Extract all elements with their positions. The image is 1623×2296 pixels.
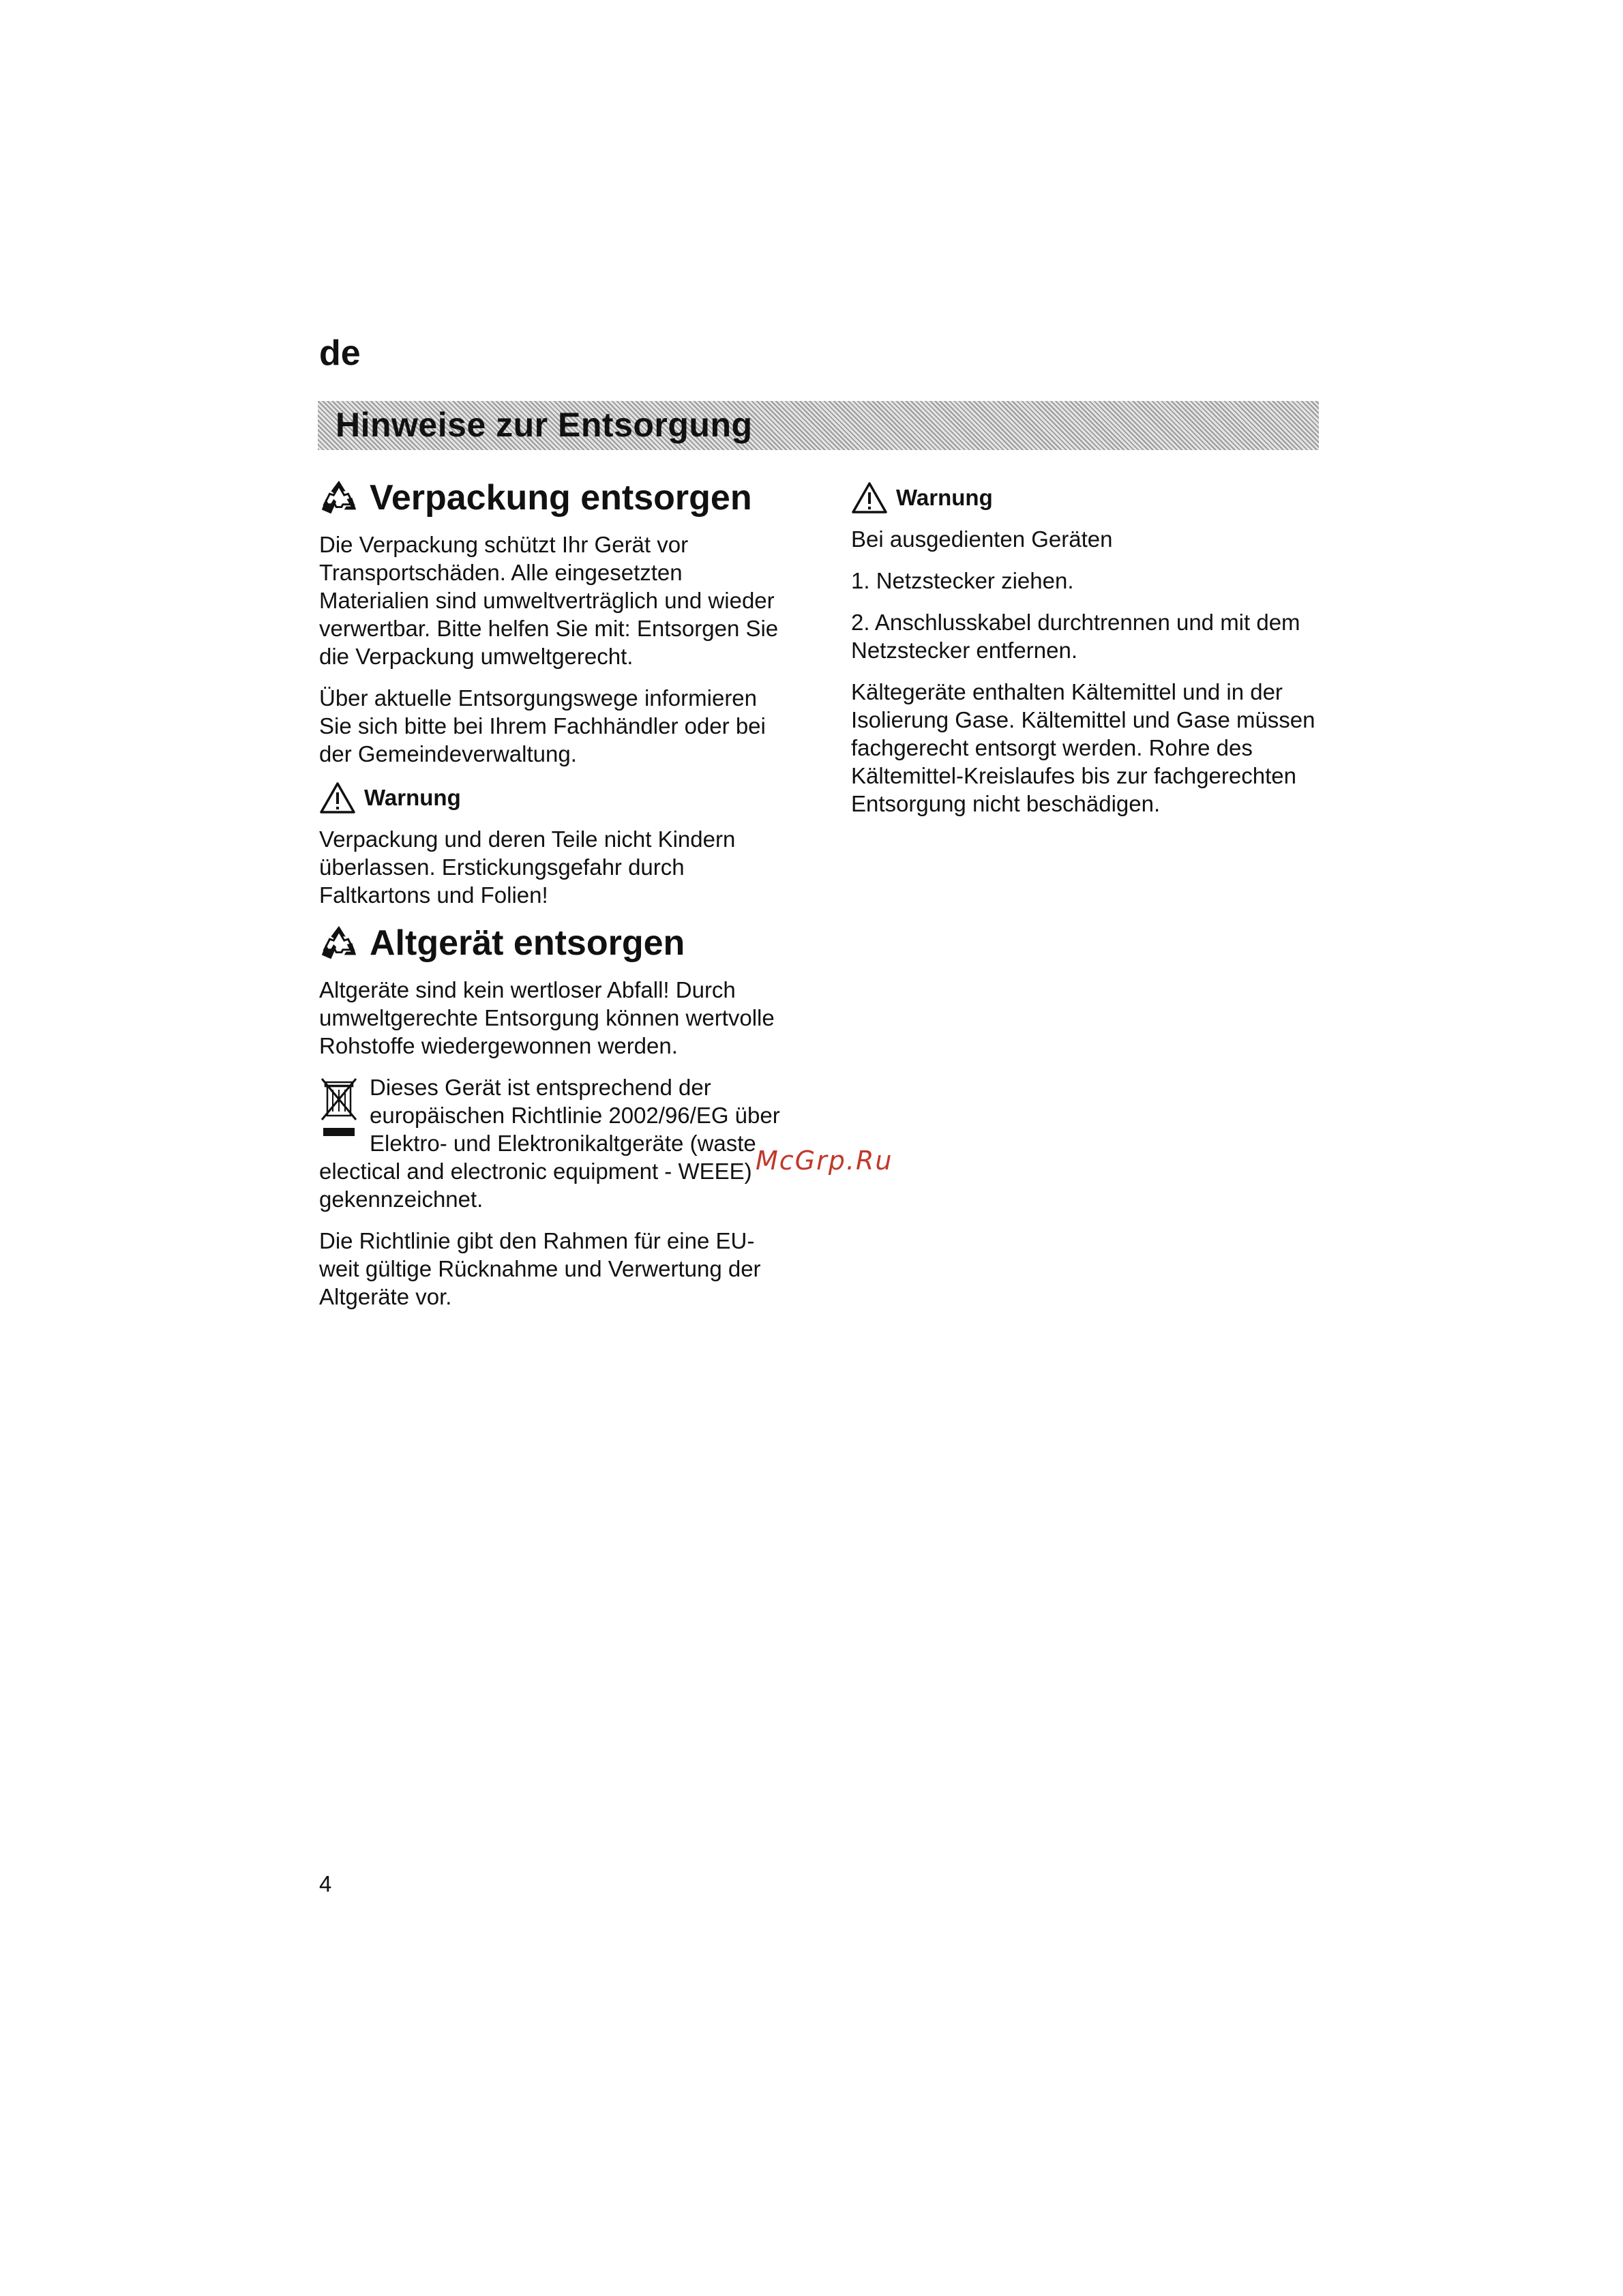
section-heading-packaging bbox=[319, 477, 790, 518]
weee-text: Dieses Gerät ist entsprechend der europäischen Richtlinie 2002/96/EG über Elektro- und Elektronikaltgeräte (waste electical and electronic equipment - WEEE) gekennzeichnet. bbox=[319, 1075, 780, 1212]
section-banner bbox=[318, 401, 1319, 450]
left-column bbox=[319, 477, 790, 1324]
paragraph: Kältegeräte enthalten Kältemittel und in der Isolierung Gase. Kältemittel und Gase müssen fachgerecht entsorgt werden. Rohre des Kältemittel-Kreislaufes bis zur fachgerechten Entsorgung nicht beschädigen. bbox=[851, 679, 1315, 816]
paragraph: Über aktuelle Entsorgungswege informieren Sie sich bitte bei Ihrem Fachhändler oder bei der Gemeindeverwaltung. bbox=[319, 685, 766, 766]
recycle-icon bbox=[319, 478, 359, 518]
warning-label: Warnung bbox=[896, 485, 993, 510]
section-title: Altgerät entsorgen bbox=[370, 923, 685, 963]
paragraph: Die Richtlinie gibt den Rahmen für eine EU-weit gültige Rücknahme und Verwertung der Altgeräte vor. bbox=[319, 1228, 761, 1309]
warning-triangle-icon bbox=[851, 481, 888, 514]
language-code: de bbox=[319, 333, 361, 373]
warning-heading bbox=[851, 481, 1322, 514]
paragraph: Altgeräte sind kein wertloser Abfall! Durch umweltgerechte Entsorgung können wertvolle Rohstoffe wiedergewonnen werden. bbox=[319, 977, 775, 1058]
paragraph: Die Verpackung schützt Ihr Gerät vor Transportschäden. Alle eingesetzten Materialien sind umweltverträglich und wieder verwertbar. Bitte helfen Sie mit: Entsorgen Sie die Verpackung umweltgerecht. bbox=[319, 532, 779, 669]
section-title: Verpackung entsorgen bbox=[370, 478, 752, 518]
weee-notice bbox=[319, 1073, 790, 1213]
warning-triangle-icon bbox=[319, 781, 356, 814]
recycle-icon bbox=[319, 923, 359, 963]
warning-heading bbox=[319, 781, 790, 814]
watermark-text: McGrp.Ru bbox=[756, 1146, 893, 1176]
crossed-bin-icon bbox=[319, 1076, 359, 1144]
page-number: 4 bbox=[319, 1871, 332, 1896]
paragraph: Bei ausgedienten Geräten bbox=[851, 526, 1113, 552]
list-item: 2. Anschlusskabel durchtrennen und mit dem Netzstecker entfernen. bbox=[851, 610, 1300, 663]
warning-label: Warnung bbox=[364, 785, 461, 810]
warning-text: Verpackung und deren Teile nicht Kindern überlassen. Erstickungsgefahr durch Faltkartons und Folien! bbox=[319, 826, 736, 908]
right-column bbox=[851, 481, 1322, 831]
section-heading-old-appliance bbox=[319, 923, 790, 964]
page-title: Hinweise zur Entsorgung bbox=[336, 406, 753, 444]
list-item: 1. Netzstecker ziehen. bbox=[851, 568, 1074, 593]
